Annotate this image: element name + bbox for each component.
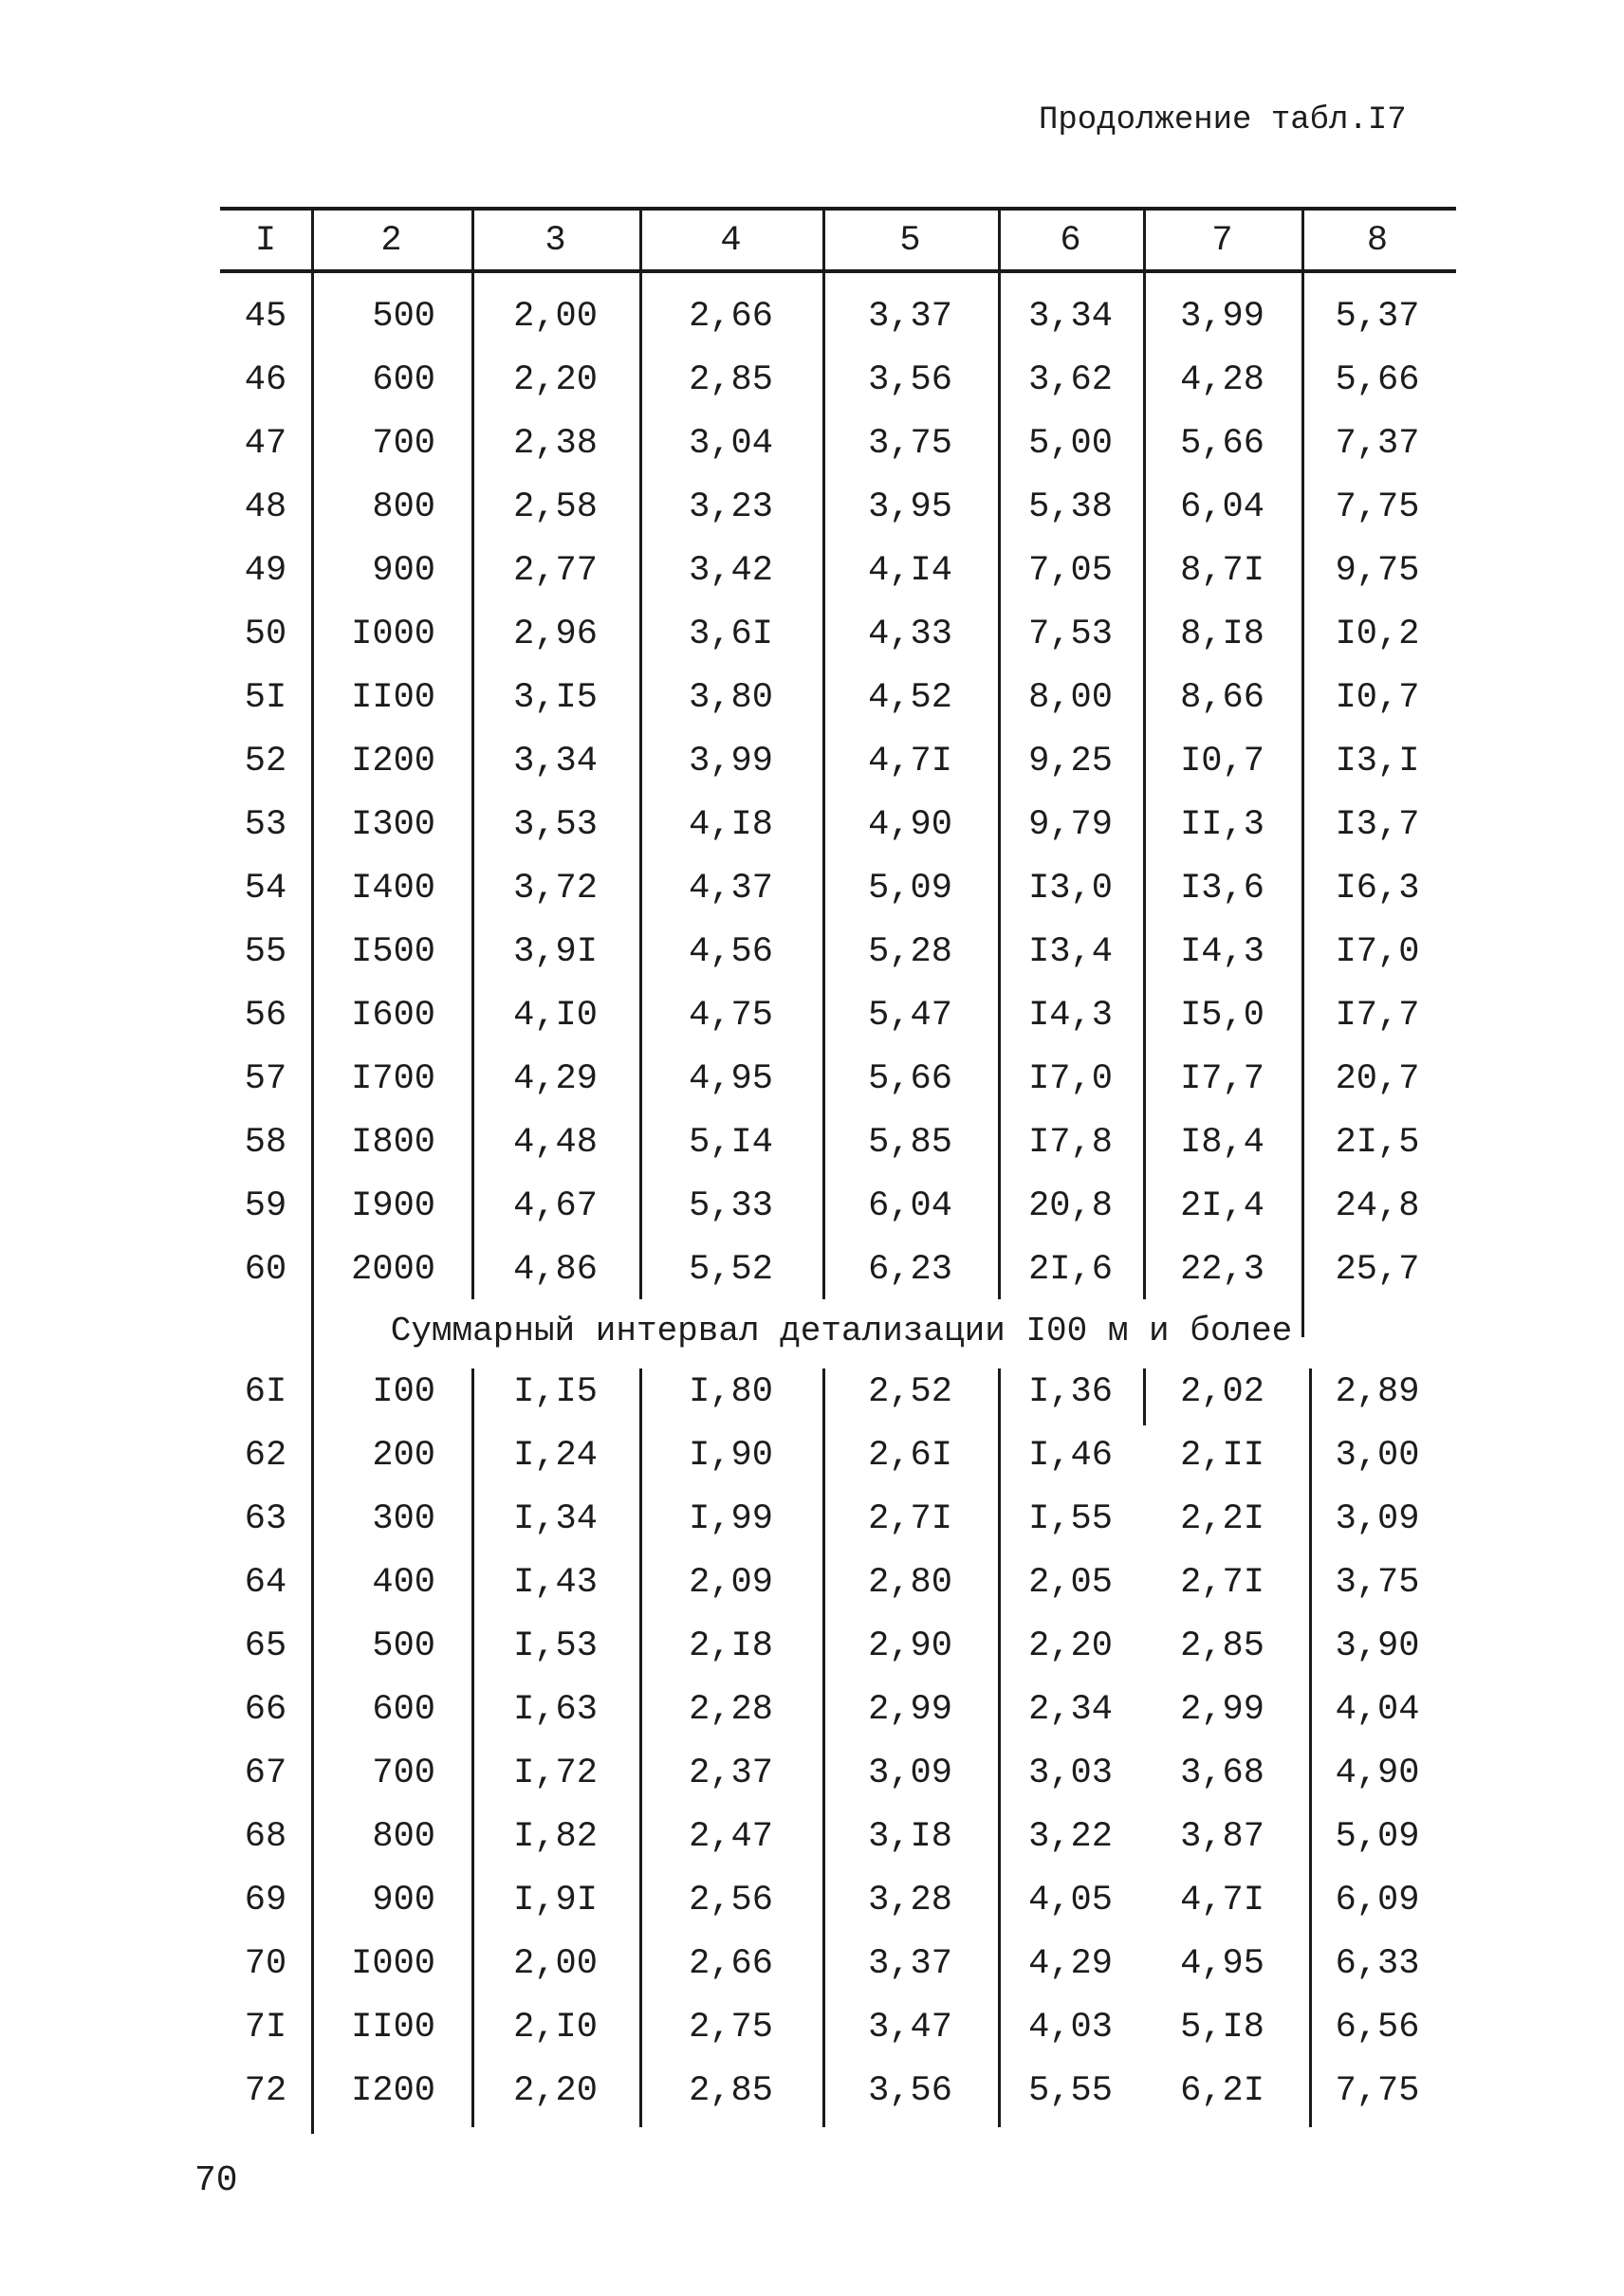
table-cell: 7,75 [1335,2070,1420,2111]
table-cell: 3,99 [689,741,773,781]
table-cell: 4,90 [1335,1753,1420,1793]
table-cell: 3,95 [868,487,952,527]
table-cell: 59 [244,1185,287,1226]
table-cell: I900 [351,1185,435,1226]
table-cell: 700 [372,1753,435,1793]
table-row [220,1111,1453,1174]
table-cell: 500 [372,296,435,337]
table-cell: I00 [372,1371,435,1412]
table-row [220,539,1453,602]
table-cell: I3,7 [1335,804,1420,845]
table-cell: I500 [351,931,435,972]
table-cell: 2,66 [689,1943,773,1984]
table-cell: I0,7 [1335,677,1420,718]
table-cell: 60 [244,1249,287,1290]
table-cell: 900 [372,550,435,591]
table-cell: I,24 [513,1435,598,1476]
table-cell: 2,2I [1180,1498,1264,1539]
table-cell: 8,7I [1180,550,1264,591]
table-cell: 3,47 [868,2007,952,2048]
table-cell: 7,75 [1335,487,1420,527]
table-cell: I3,0 [1028,868,1113,909]
table-cell: 800 [372,1816,435,1857]
table-cell: I,90 [689,1435,773,1476]
table-cell: 4,56 [689,931,773,972]
table-cell: 4,75 [689,995,773,1036]
table-cell: 2,34 [1028,1689,1113,1730]
table-cell: I,34 [513,1498,598,1539]
table-cell: 3,28 [868,1880,952,1920]
table-cell: 3,34 [513,741,598,781]
table-row [220,1741,1453,1805]
table-cell: 3,23 [689,487,773,527]
table-cell: 4,29 [1028,1943,1113,1984]
column-header: 7 [1211,221,1233,261]
table-row [220,729,1453,793]
table-row [220,1360,1453,1424]
table-row [220,285,1453,348]
table-cell: I4,3 [1028,995,1113,1036]
table-cell: 600 [372,1689,435,1730]
table-cell: 2,7I [1180,1562,1264,1603]
table-cell: 2,89 [1335,1371,1420,1412]
table-cell: 2,85 [689,2070,773,2111]
table-cell: 6,04 [1180,487,1264,527]
table-cell: 600 [372,359,435,400]
table-cell: 4,03 [1028,2007,1113,2048]
table-cell: 2,28 [689,1689,773,1730]
table-cell: 4,90 [868,804,952,845]
table-cell: 3,56 [868,359,952,400]
table-cell: 2I,6 [1028,1249,1113,1290]
table-cell: 62 [244,1435,287,1476]
table-cell: 6,56 [1335,2007,1420,2048]
table-cell: 3,72 [513,868,598,909]
table-cell: 3,37 [868,1943,952,1984]
column-header: 4 [720,221,742,261]
table-cell: 6,09 [1335,1880,1420,1920]
table-row [220,1551,1453,1614]
table-cell: 9,75 [1335,550,1420,591]
table-cell: 3,80 [689,677,773,718]
table-cell: 5,37 [1335,296,1420,337]
table-cell: I,55 [1028,1498,1113,1539]
table-cell: 7,37 [1335,423,1420,464]
table-cell: 2,37 [689,1753,773,1793]
table-cell: 58 [244,1122,287,1163]
table-cell: 6I [244,1371,287,1412]
table-cell: 300 [372,1498,435,1539]
table-cell: 2,56 [689,1880,773,1920]
table-cell: I,I5 [513,1371,598,1412]
table-cell: I,82 [513,1816,598,1857]
column-header: 5 [899,221,921,261]
table-cell: 3,34 [1028,296,1113,337]
table-cell: 25,7 [1335,1249,1420,1290]
table-cell: 7,53 [1028,614,1113,654]
table-cell: 2,20 [1028,1626,1113,1666]
table-cell: 7I [244,2007,287,2048]
table-cell: 5I [244,677,287,718]
table-cell: 48 [244,487,287,527]
table-cell: 3,6I [689,614,773,654]
table-cell: 66 [244,1689,287,1730]
table-row [220,348,1453,412]
table-cell: 2,90 [868,1626,952,1666]
table-cell: I,99 [689,1498,773,1539]
table-body [220,271,1453,2122]
table-cell: I0,2 [1335,614,1420,654]
table-cell: 2,47 [689,1816,773,1857]
table-cell: I7,7 [1180,1058,1264,1099]
table-cell: I000 [351,614,435,654]
table-cell: 2,99 [868,1689,952,1730]
table-cell: 4,7I [1180,1880,1264,1920]
table-cell: 5,66 [1335,359,1420,400]
table-cell: 2,00 [513,1943,598,1984]
table-cell: 69 [244,1880,287,1920]
table-cell: I000 [351,1943,435,1984]
table-cell: 4,I4 [868,550,952,591]
table-cell: 3,75 [868,423,952,464]
table-cell: 6,2I [1180,2070,1264,2111]
table-cell: I600 [351,995,435,1036]
table-cell: 50 [244,614,287,654]
table-cell: I,36 [1028,1371,1113,1412]
table-cell: 900 [372,1880,435,1920]
table-row [220,2059,1453,2122]
table-cell: I3,6 [1180,868,1264,909]
table-cell: 6,04 [868,1185,952,1226]
table-cell: I7,0 [1335,931,1420,972]
table-cell: I,63 [513,1689,598,1730]
table-cell: 2,80 [868,1562,952,1603]
table-cell: 3,04 [689,423,773,464]
table-cell: 4,48 [513,1122,598,1163]
table-cell: 9,79 [1028,804,1113,845]
table-cell: 7,05 [1028,550,1113,591]
table-cell: 4,29 [513,1058,598,1099]
table-cell: 3,22 [1028,1816,1113,1857]
table-cell: 5,55 [1028,2070,1113,2111]
table-cell: 67 [244,1753,287,1793]
table-cell: 3,68 [1180,1753,1264,1793]
table-cell: 4,04 [1335,1689,1420,1730]
column-header: 8 [1366,221,1389,261]
table-row [220,1238,1453,1301]
table-cell: 500 [372,1626,435,1666]
header-row [220,211,1453,271]
table-cell: I,43 [513,1562,598,1603]
table-cell: 2,6I [868,1435,952,1476]
table-cell: 52 [244,741,287,781]
table-cell: 46 [244,359,287,400]
table-cell: I,46 [1028,1435,1113,1476]
table-cell: 3,42 [689,550,773,591]
table-cell: 3,09 [868,1753,952,1793]
table-cell: I300 [351,804,435,845]
table-cell: 2,52 [868,1371,952,1412]
table-cell: 5,09 [868,868,952,909]
section-title: Суммарный интервал детализации I00 м и более [390,1311,1293,1350]
table-cell: 2,85 [689,359,773,400]
table-row [220,1174,1453,1238]
spacer-row [220,271,1453,285]
table-cell: 20,8 [1028,1185,1113,1226]
table-cell: I,72 [513,1753,598,1793]
table-cell: 3,00 [1335,1435,1420,1476]
table-cell: 5,I8 [1180,2007,1264,2048]
table-cell: 3,I8 [868,1816,952,1857]
table-cell: I7,0 [1028,1058,1113,1099]
table-row [220,475,1453,539]
table-row [220,1614,1453,1678]
table-cell: 5,00 [1028,423,1113,464]
table-cell: 2,96 [513,614,598,654]
table-row [220,1678,1453,1741]
table-cell: 2,05 [1028,1562,1113,1603]
table-cell: 47 [244,423,287,464]
table-cell: 54 [244,868,287,909]
table-cell: 4,7I [868,741,952,781]
table-row [220,983,1453,1047]
table-cell: 8,I8 [1180,614,1264,654]
table-cell: 45 [244,296,287,337]
table-cell: 55 [244,931,287,972]
table-cell: II00 [351,2007,435,2048]
table-cell: 5,66 [868,1058,952,1099]
table-cell: 56 [244,995,287,1036]
table-cell: 3,87 [1180,1816,1264,1857]
table-cell: 5,33 [689,1185,773,1226]
table-cell: I7,8 [1028,1122,1113,1163]
table-cell: 2000 [351,1249,435,1290]
table-row [220,602,1453,666]
table-cell: 6,23 [868,1249,952,1290]
table-cell: 3,37 [868,296,952,337]
table-cell: II00 [351,677,435,718]
table-cell: 2,7I [868,1498,952,1539]
table-cell: I7,7 [1335,995,1420,1036]
table-cell: 4,28 [1180,359,1264,400]
table-cell: 3,9I [513,931,598,972]
table-cell: 2,02 [1180,1371,1264,1412]
table-cell: 3,99 [1180,296,1264,337]
table-cell: 4,33 [868,614,952,654]
table-cell: 3,56 [868,2070,952,2111]
table-cell: 72 [244,2070,287,2111]
data-table [220,211,1453,2122]
column-header: 2 [380,221,402,261]
table-cell: I,9I [513,1880,598,1920]
table-cell: 3,I5 [513,677,598,718]
table-cell: 2,58 [513,487,598,527]
table-cell: 63 [244,1498,287,1539]
table-cell: 2I,5 [1335,1122,1420,1163]
table-row [220,412,1453,475]
table-cell: I,53 [513,1626,598,1666]
table-cell: 3,62 [1028,359,1113,400]
table-cell: 5,66 [1180,423,1264,464]
table-cell: 2,75 [689,2007,773,2048]
table-cell: 53 [244,804,287,845]
table-cell: I,80 [689,1371,773,1412]
table-cell: I200 [351,741,435,781]
table-cell: I6,3 [1335,868,1420,909]
table-cell: 4,I8 [689,804,773,845]
table-cell: 4,52 [868,677,952,718]
table-cell: 4,05 [1028,1880,1113,1920]
table-cell: 2,20 [513,2070,598,2111]
table-cell: 4,I0 [513,995,598,1036]
table-cell: 8,66 [1180,677,1264,718]
table-cell: 4,67 [513,1185,598,1226]
table-cell: 5,47 [868,995,952,1036]
table-cell: 49 [244,550,287,591]
table-cell: 70 [244,1943,287,1984]
table-cell: I3,4 [1028,931,1113,972]
table-cell: 9,25 [1028,741,1113,781]
section-row [220,1301,1453,1360]
table-cell: I5,0 [1180,995,1264,1036]
table-cell: II,3 [1180,804,1264,845]
table-row [220,1932,1453,1995]
table-cell: 57 [244,1058,287,1099]
table-cell: I4,3 [1180,931,1264,972]
table-cell: 68 [244,1816,287,1857]
table-row [220,793,1453,856]
table-cell: 4,95 [1180,1943,1264,1984]
table-cell: 22,3 [1180,1249,1264,1290]
table-cell: 2,I0 [513,2007,598,2048]
table-cell: 2,20 [513,359,598,400]
table-cell: 24,8 [1335,1185,1420,1226]
table-cell: 4,95 [689,1058,773,1099]
table-cell: 2I,4 [1180,1185,1264,1226]
table-row [220,1868,1453,1932]
table-cell: I800 [351,1122,435,1163]
table-cell: 2,38 [513,423,598,464]
table-cell: I0,7 [1180,741,1264,781]
column-header: 3 [544,221,566,261]
column-header: 6 [1060,221,1081,261]
table-cell: I8,4 [1180,1122,1264,1163]
table-cell: 2,99 [1180,1689,1264,1730]
table-cell: I700 [351,1058,435,1099]
table-cell: 2,II [1180,1435,1264,1476]
table-cell: 700 [372,423,435,464]
table-cell: 2,85 [1180,1626,1264,1666]
table-cell: I400 [351,868,435,909]
table-cell: 2,09 [689,1562,773,1603]
table-row [220,1995,1453,2059]
column-header: I [254,221,277,261]
table-cell: 3,53 [513,804,598,845]
table-cell: 5,I4 [689,1122,773,1163]
table-cell: 3,90 [1335,1626,1420,1666]
table-cell: 64 [244,1562,287,1603]
table-cell: 65 [244,1626,287,1666]
table-row [220,1424,1453,1487]
table-cell: 4,37 [689,868,773,909]
table-cell: 200 [372,1435,435,1476]
table-row [220,920,1453,983]
table-row [220,856,1453,920]
table-cell: 2,00 [513,296,598,337]
table-row [220,1805,1453,1868]
table-cell: 2,77 [513,550,598,591]
table-row [220,1047,1453,1111]
table-cell: 400 [372,1562,435,1603]
table-row [220,666,1453,729]
table-cell: 5,28 [868,931,952,972]
table-cell: 3,03 [1028,1753,1113,1793]
table-cell: 6,33 [1335,1943,1420,1984]
table-cell: 8,00 [1028,677,1113,718]
table-cell: 5,85 [868,1122,952,1163]
table-row [220,1487,1453,1551]
table-cell: 5,52 [689,1249,773,1290]
table-cell: 2,I8 [689,1626,773,1666]
page-number: 70 [194,2160,238,2201]
table-cell: 2,66 [689,296,773,337]
table-cell: 5,38 [1028,487,1113,527]
table-cell: 5,09 [1335,1816,1420,1857]
table-cell: 4,86 [513,1249,598,1290]
table-cell: 800 [372,487,435,527]
table-cell: I3,I [1335,741,1420,781]
table-cell: 3,75 [1335,1562,1420,1603]
table-cell: 3,09 [1335,1498,1420,1539]
table-cell: 20,7 [1335,1058,1420,1099]
table-cell: I200 [351,2070,435,2111]
table-caption: Продолжение табл.I7 [1039,102,1407,138]
